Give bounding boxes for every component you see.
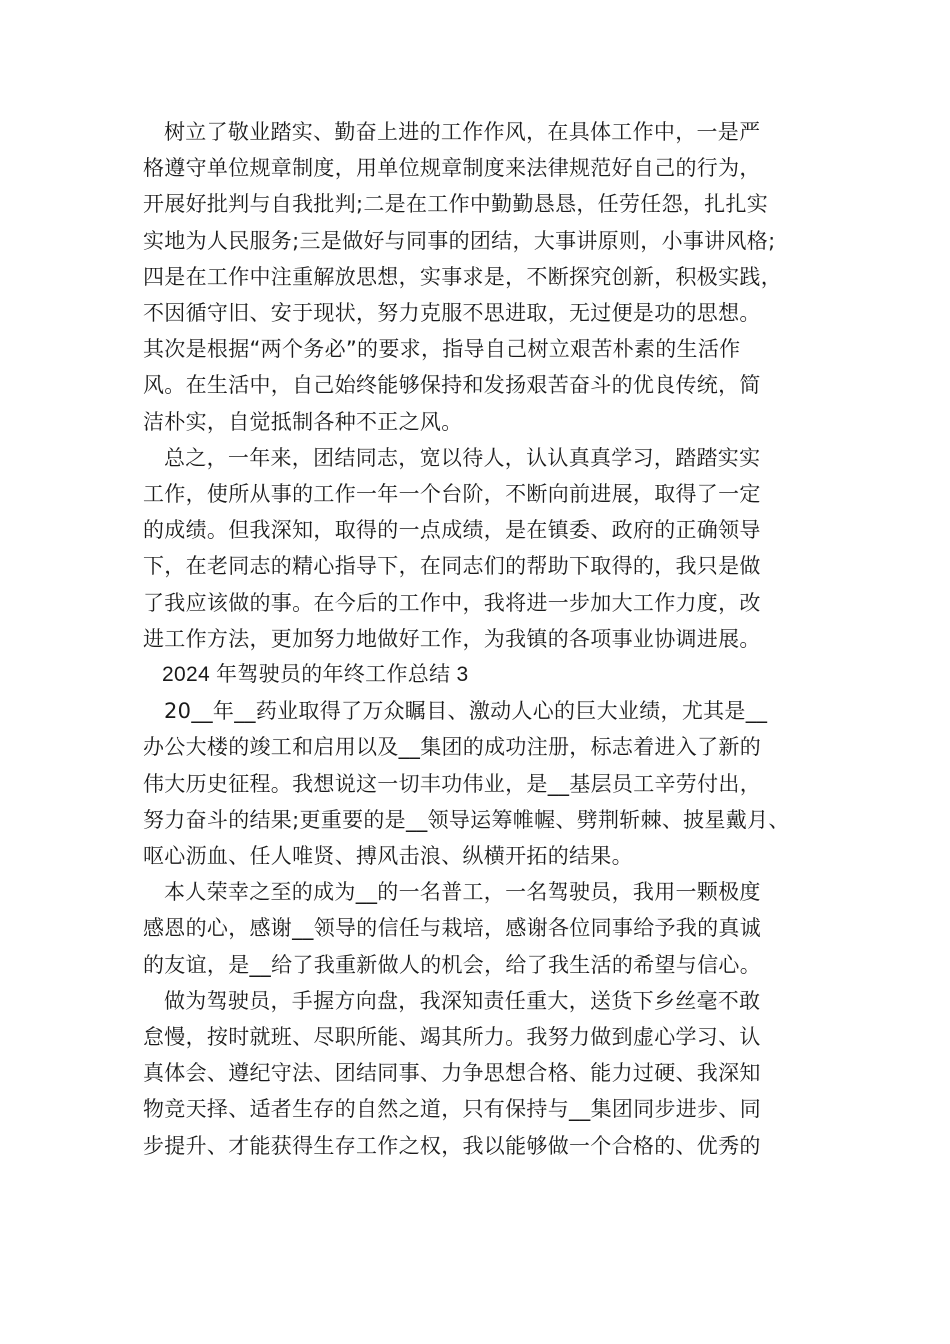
text-line: 步提升、才能获得生存工作之权，我以能够做一个合格的、优秀的 <box>143 1133 761 1158</box>
text-line: 伟大历史征程。我想说这一切丰功伟业，是__基层员工辛劳付出， <box>143 771 761 796</box>
text-line: 了我应该做的事。在今后的工作中，我将进一步加大工作力度，改 <box>143 590 761 615</box>
text-line: 努力奋斗的结果;更重要的是__领导运筹帷幄、劈荆斩棘、披星戴月、 <box>143 807 790 832</box>
paragraph-summary <box>143 440 828 657</box>
text-line: 工作，使所从事的工作一年一个台阶，不断向前进展，取得了一定 <box>143 482 761 507</box>
text-line: 的成绩。但我深知，取得的一点成绩，是在镇委、政府的正确领导 <box>143 518 761 543</box>
text-line: 不因循守旧、安于现状，努力克服不思进取，无过便是功的思想。 <box>143 301 761 326</box>
text-line: 怠慢，按时就班、尽职所能、竭其所力。我努力做到虚心学习、认 <box>143 1025 761 1050</box>
text-line: 物竞天择、适者生存的自然之道，只有保持与__集团同步进步、同 <box>143 1097 761 1122</box>
text-line: 下，在老同志的精心指导下，在同志们的帮助下取得的，我只是做 <box>143 554 761 579</box>
text-line: 四是在工作中注重解放思想，实事求是，不断探究创新，积极实践， <box>143 264 782 289</box>
text-line: 感恩的心，感谢__领导的信任与栽培，感谢各位同事给予我的真诚 <box>143 916 761 941</box>
document-body <box>143 114 828 1164</box>
text-line: 开展好批判与自我批判;二是在工作中勤勤恳恳，任劳任怨，扎扎实 <box>143 192 769 217</box>
paragraph-driver-duty <box>143 983 828 1164</box>
paragraph-work-style <box>143 114 828 440</box>
text-line: 风。在生活中，自己始终能够保持和发扬艰苦奋斗的优良传统，简 <box>143 373 761 398</box>
section-heading <box>143 657 828 693</box>
text-line: 实地为人民服务;三是做好与同事的团结，大事讲原则，小事讲风格; <box>143 228 776 253</box>
text-line: 做为驾驶员，手握方向盘，我深知责任重大，送货下乡丝毫不敢 <box>164 988 761 1013</box>
text-line: 其次是根据“两个务必”的要求，指导自己树立艰苦朴素的生活作 <box>143 337 741 362</box>
paragraph-gratitude <box>143 874 828 983</box>
text-line: 20__年__药业取得了万众瞩目、激动人心的巨大业绩，尤其是__ <box>164 699 768 724</box>
text-line: 本人荣幸之至的成为__的一名普工，一名驾驶员，我用一颗极度 <box>164 880 761 905</box>
text-line: 树立了敬业踏实、勤奋上进的工作作风，在具体工作中，一是严 <box>164 120 761 144</box>
text-line: 真体会、遵纪守法、团结同事、力争思想合格、能力过硬、我深知 <box>143 1061 761 1086</box>
heading-text: 2024 年驾驶员的年终工作总结 3 <box>162 663 469 687</box>
text-line: 洁朴实，自觉抵制各种不正之风。 <box>143 409 463 434</box>
text-line: 总之，一年来，团结同志，宽以待人，认认真真学习，踏踏实实 <box>164 445 761 470</box>
text-line: 办公大楼的竣工和启用以及__集团的成功注册，标志着进入了新的 <box>143 735 761 760</box>
text-line: 的友谊，是__给了我重新做人的机会，给了我生活的希望与信心。 <box>143 952 761 977</box>
text-line: 进工作方法，更加努力地做好工作，为我镇的各项事业协调进展。 <box>143 626 761 651</box>
text-line: 格遵守单位规章制度，用单位规章制度来法律规范好自己的行为， <box>143 156 761 181</box>
paragraph-achievements <box>143 693 828 874</box>
text-line: 呕心沥血、任人唯贤、搏风击浪、纵横开拓的结果。 <box>143 844 633 869</box>
